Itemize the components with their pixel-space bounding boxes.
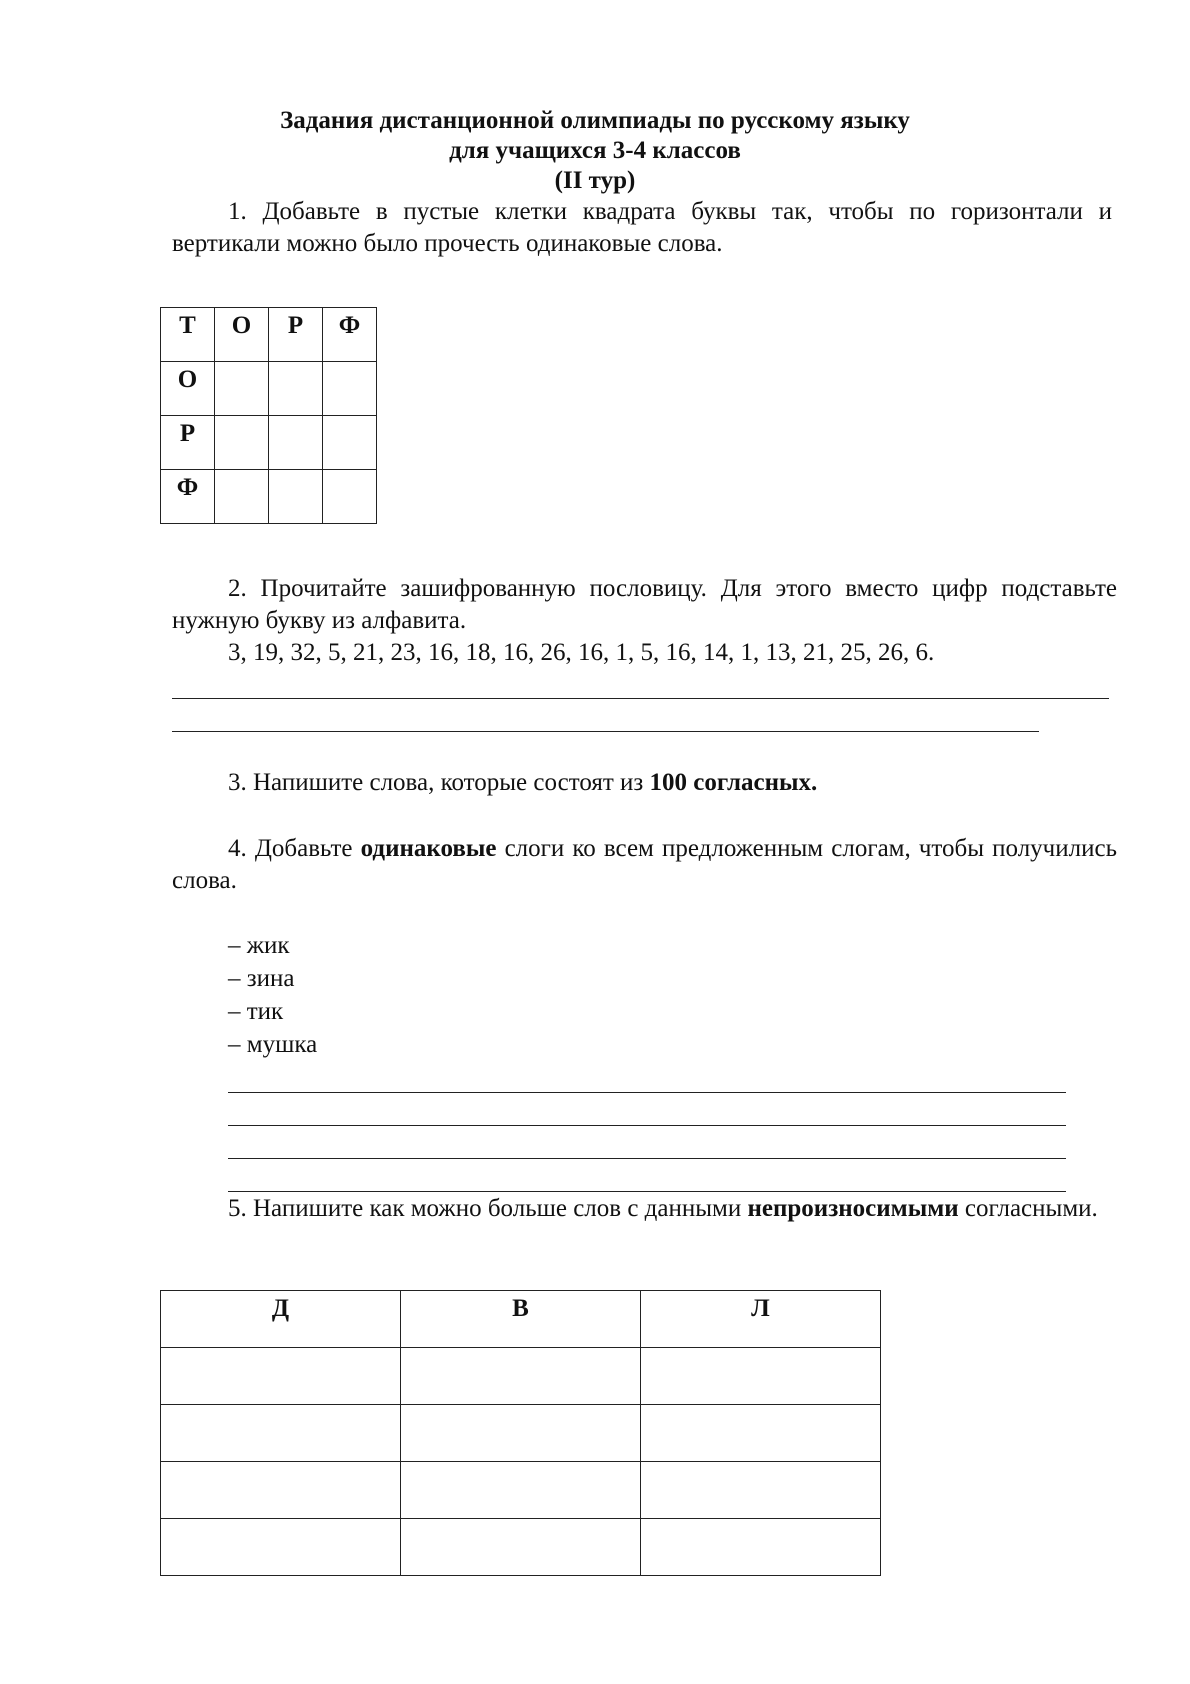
answer-cell[interactable] [401,1519,641,1576]
task-2-text: 2. Прочитайте зашифрованную пословицу. Для этого вместо цифр подставьте нужную букву из алфавита. [172,575,1117,634]
answer-line[interactable] [228,1092,1066,1093]
answer-cell[interactable] [641,1348,881,1405]
answer-cell[interactable] [641,1405,881,1462]
grid-cell: Т [161,308,215,362]
grid-cell-empty[interactable] [215,362,269,416]
grid-cell: Ф [323,308,377,362]
answer-line[interactable] [172,698,1109,699]
cipher-code: 3, 19, 32, 5, 21, 23, 16, 18, 16, 26, 16, 1, 5, 16, 14, 1, 13, 21, 25, 26, 6. [228,639,935,666]
grid-cell: О [215,308,269,362]
grid-cell: Р [161,416,215,470]
grid-cell: О [161,362,215,416]
task-1-text: 1. Добавьте в пустые клетки квадрата буквы так, чтобы по горизонтали и вертикали можно было прочесть одинаковые слова. [172,198,1112,257]
syllable-item: – мушка [228,1031,318,1058]
grid-cell-empty[interactable] [323,362,377,416]
answer-cell[interactable] [161,1405,401,1462]
grid-cell-empty[interactable] [269,470,323,524]
column-header: Л [641,1291,881,1348]
answer-cell[interactable] [641,1462,881,1519]
grid-cell-empty[interactable] [215,470,269,524]
answer-cell[interactable] [161,1348,401,1405]
task-4-text: 4. Добавьте одинаковые слоги ко всем предложенным слогам, чтобы получились слова. [172,835,1117,894]
task-3-text: 3. Напишите слова, которые состоят из 100 согласных. [228,769,818,796]
answer-cell[interactable] [161,1462,401,1519]
syllable-item: – жик [228,932,290,959]
syllable-item: – зина [228,965,295,992]
grid-cell: Р [269,308,323,362]
page-title-line-1: Задания дистанционной олимпиады по русскому языку [280,107,910,134]
column-header: Д [161,1291,401,1348]
answer-cell[interactable] [401,1348,641,1405]
page-title-line-3: (II тур) [554,167,636,194]
letter-square-grid [160,307,377,524]
grid-cell-empty[interactable] [323,470,377,524]
column-header: В [401,1291,641,1348]
answer-cell[interactable] [161,1519,401,1576]
task-5-text: 5. Напишите как можно больше слов с данными непроизносимыми согласными. [228,1195,1098,1222]
answer-line[interactable] [172,731,1039,732]
answer-line[interactable] [228,1158,1066,1159]
grid-cell: Ф [161,470,215,524]
page-title-line-2: для учащихся 3-4 классов [449,137,741,164]
grid-cell-empty[interactable] [323,416,377,470]
grid-cell-empty[interactable] [269,362,323,416]
grid-cell-empty[interactable] [215,416,269,470]
answer-cell[interactable] [641,1519,881,1576]
answer-cell[interactable] [401,1462,641,1519]
answer-line[interactable] [228,1191,1066,1192]
grid-cell-empty[interactable] [269,416,323,470]
consonants-table [160,1290,881,1576]
answer-line[interactable] [228,1125,1066,1126]
answer-cell[interactable] [401,1405,641,1462]
syllable-item: – тик [228,998,284,1025]
